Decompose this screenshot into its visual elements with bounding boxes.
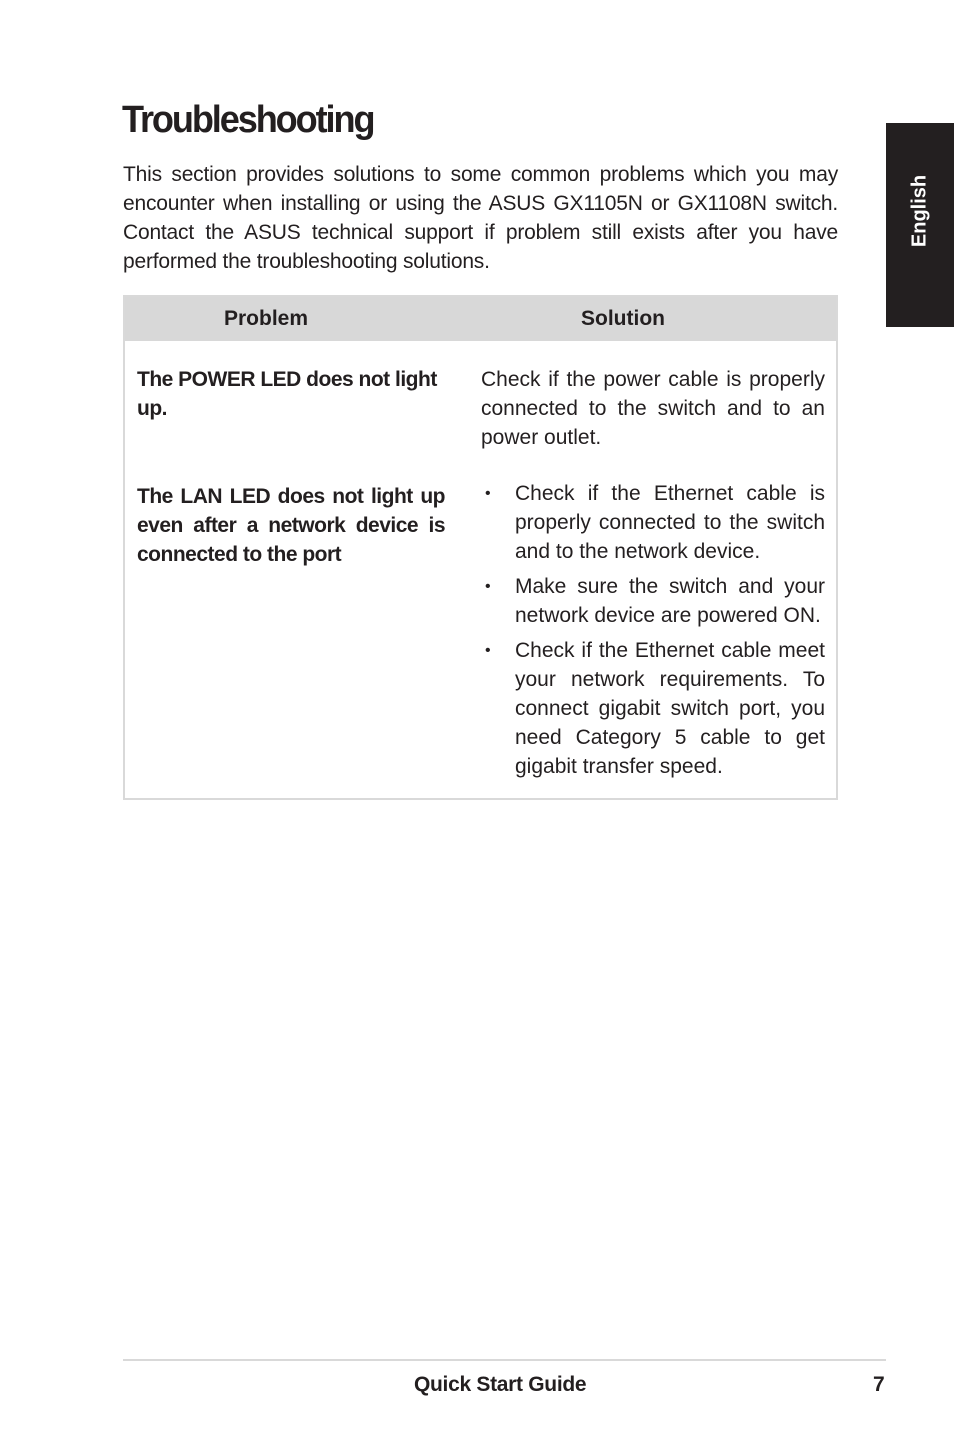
list-item — [481, 479, 825, 566]
bullet-icon: • — [485, 642, 491, 659]
page-number: 7 — [873, 1373, 885, 1396]
list-item-text: Make sure the switch and your network device are powered ON. — [515, 575, 825, 627]
list-item — [481, 636, 825, 781]
bullet-icon: • — [485, 578, 491, 595]
solution-power-led: Check if the power cable is properly connected to the switch and to an power outlet. — [481, 368, 825, 449]
solution-lan-led-list — [481, 479, 825, 787]
problem-lan-led: The LAN LED does not light up even after a network device is connected to the port — [137, 485, 445, 566]
page-title: Troubleshooting — [122, 99, 374, 141]
table-header — [125, 297, 836, 341]
list-item-text: Check if the Ethernet cable meet your network requirements. To connect gigabit switch port, you need Category 5 cable to get gigabit transfer speed. — [515, 639, 825, 778]
language-tab — [886, 123, 954, 327]
language-tab-label: English — [908, 174, 931, 248]
footer-title: Quick Start Guide — [414, 1373, 587, 1396]
problem-power-led: The POWER LED does not light up. — [137, 368, 437, 420]
bullet-icon: • — [485, 485, 491, 502]
footer-divider — [123, 1359, 886, 1361]
header-problem: Problem — [224, 307, 309, 330]
troubleshooting-table — [123, 295, 838, 800]
list-item-text: Check if the Ethernet cable is properly connected to the switch and to the network device. — [515, 482, 825, 563]
intro-paragraph: This section provides solutions to some common problems which you may encounter when installing or using the ASUS GX1105N or GX1108N switch. Contact the ASUS technical support if problem still exists after you have performed the troubleshooting solutions. — [123, 163, 838, 273]
list-item — [481, 572, 825, 630]
header-solution: Solution — [581, 307, 665, 330]
